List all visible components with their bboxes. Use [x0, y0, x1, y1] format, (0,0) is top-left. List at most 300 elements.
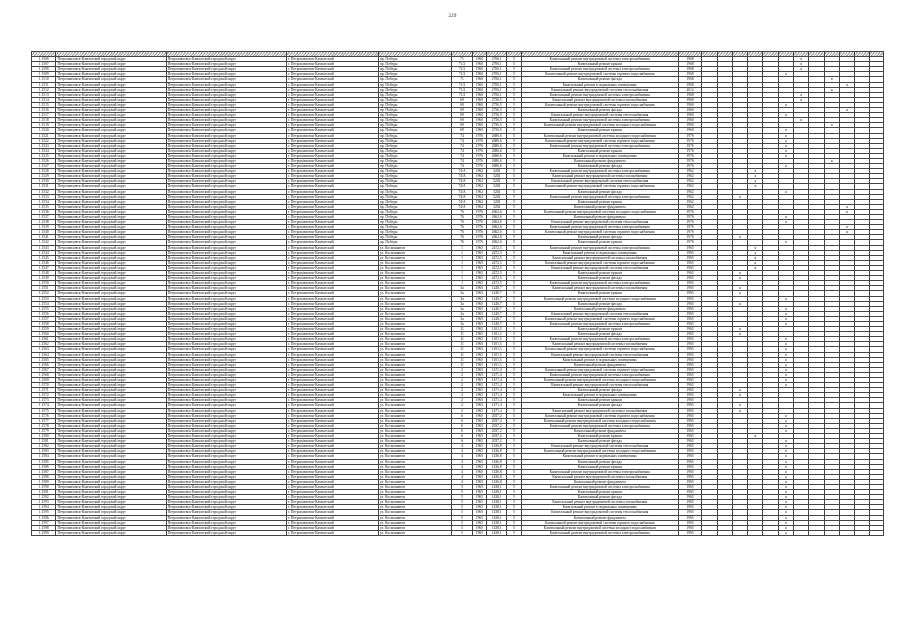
house-number-cell: 71/2 [452, 92, 472, 97]
year-cell: 1968 [678, 77, 701, 82]
district-cell: Петропавловск-Камчатский городской округ [56, 362, 166, 367]
year-cell: 1965 [678, 479, 701, 484]
area-cell: 2756,5 [487, 113, 507, 118]
build-year-cell: 1976 [472, 225, 486, 230]
house-number-cell: 5 [452, 484, 472, 489]
row-number-cell: 1.1510 [32, 77, 56, 82]
city-cell: г. Петропавловск-Камчатский [287, 281, 379, 286]
row-number-cell: 1.1561 [32, 337, 56, 342]
row-number-cell: 1.1589 [32, 479, 56, 484]
floors-cell: 5 [507, 418, 521, 423]
street-cell: ул. Космонавтов [378, 495, 451, 500]
work-type-cell: Капитальный ремонт внутридомовой системы холодного водоснабжения [521, 418, 678, 423]
build-year-cell: 1965 [472, 459, 486, 464]
work-type-cell: Капитальный ремонт фасада [521, 388, 678, 393]
mark-cell: x [778, 510, 793, 515]
house-number-cell: 74 [452, 158, 472, 163]
work-type-cell: Капитальный ремонт внутридомовой системы горячего водоснабжения [521, 347, 678, 352]
district-cell: Петропавловск-Камчатский городской округ [56, 520, 166, 525]
row-number-cell: 1.1572 [32, 393, 56, 398]
municipality-cell: Петропавловск-Камчатский городской округ [166, 77, 286, 82]
city-cell: г. Петропавловск-Камчатский [287, 174, 379, 179]
floors-cell: 5 [507, 184, 521, 189]
work-type-cell: Капитальный ремонт в подвальных помещениях [521, 357, 678, 362]
house-number-cell: 5 [452, 510, 472, 515]
row-number-cell: 1.1594 [32, 505, 56, 510]
municipality-cell: Петропавловск-Камчатский городской округ [166, 92, 286, 97]
floors-cell: 5 [507, 337, 521, 342]
mark-cell: x [778, 342, 793, 347]
district-cell: Петропавловск-Камчатский городской округ [56, 260, 166, 265]
city-cell: г. Петропавловск-Камчатский [287, 403, 379, 408]
street-cell: ул. Космонавтов [378, 362, 451, 367]
district-cell: Петропавловск-Камчатский городской округ [56, 148, 166, 153]
municipality-cell: Петропавловск-Камчатский городской округ [166, 423, 286, 428]
build-year-cell: 1965 [472, 383, 486, 388]
mark-cell: x [778, 500, 793, 505]
build-year-cell: 1965 [472, 408, 486, 413]
work-type-cell: Капитальный ремонт в подвальных помещениях [521, 505, 678, 510]
city-cell: г. Петропавловск-Камчатский [287, 72, 379, 77]
area-cell: 1438,1 [487, 505, 507, 510]
house-number-cell: 2 [452, 398, 472, 403]
district-cell: Петропавловск-Камчатский городской округ [56, 245, 166, 250]
city-cell: г. Петропавловск-Камчатский [287, 469, 379, 474]
floors-cell: 5 [507, 444, 521, 449]
city-cell: г. Петропавловск-Камчатский [287, 118, 379, 123]
house-number-cell: 74/А [452, 194, 472, 199]
row-number-cell: 1.1540 [32, 230, 56, 235]
build-year-cell: 1965 [472, 245, 486, 250]
row-number-cell: 1.1580 [32, 434, 56, 439]
work-type-cell: Капитальный ремонт внутридомовой системы электроснабжения [521, 484, 678, 489]
street-cell: пр. Победы [378, 220, 451, 225]
year-cell: 1960 [678, 118, 701, 123]
row-number-cell: 1.1597 [32, 520, 56, 525]
floors-cell: 5 [507, 439, 521, 444]
house-number-cell: 71/2 [452, 62, 472, 67]
area-cell: 2472,5 [487, 281, 507, 286]
floors-cell: 5 [507, 530, 521, 535]
row-number-cell: 1.1555 [32, 306, 56, 311]
area-cell: 3202 [487, 179, 507, 184]
street-cell: ул. Космонавтов [378, 316, 451, 321]
mark-cell: x [778, 362, 793, 367]
year-cell: 1965 [678, 418, 701, 423]
row-number-cell: 1.1576 [32, 413, 56, 418]
row-number-cell: 1.1564 [32, 352, 56, 357]
city-cell: г. Петропавловск-Камчатский [287, 347, 379, 352]
work-type-cell: Капитальный ремонт в подвальных помещениях [521, 454, 678, 459]
house-number-cell: 11 [452, 347, 472, 352]
mark-cell: x [778, 372, 793, 377]
municipality-cell: Петропавловск-Камчатский городской округ [166, 276, 286, 281]
floors-cell: 5 [507, 77, 521, 82]
build-year-cell: 1960 [472, 108, 486, 113]
district-cell: Петропавловск-Камчатский городской округ [56, 449, 166, 454]
street-cell: пр. Победы [378, 158, 451, 163]
row-number-cell: 1.1593 [32, 500, 56, 505]
floors-cell: 5 [507, 271, 521, 276]
row-number-cell: 1.1537 [32, 215, 56, 220]
mark-cell: x [778, 337, 793, 342]
street-cell: пр. Победы [378, 174, 451, 179]
municipality-cell: Петропавловск-Камчатский городской округ [166, 118, 286, 123]
area-cell: 2686,6 [487, 164, 507, 169]
build-year-cell: 1965 [472, 276, 486, 281]
street-cell: ул. Космонавтов [378, 484, 451, 489]
build-year-cell: 1960 [472, 87, 486, 92]
city-cell: г. Петропавловск-Камчатский [287, 393, 379, 398]
floors-cell: 5 [507, 342, 521, 347]
area-cell: 2662,6 [487, 240, 507, 245]
city-cell: г. Петропавловск-Камчатский [287, 133, 379, 138]
row-number-cell: 1.1543 [32, 245, 56, 250]
city-cell: г. Петропавловск-Камчатский [287, 495, 379, 500]
area-cell: 3202 [487, 189, 507, 194]
municipality-cell: Петропавловск-Камчатский городской округ [166, 505, 286, 510]
work-type-cell: Капитальный ремонт внутридомовой системы электроснабжения [521, 57, 678, 62]
area-cell: 1438,1 [487, 530, 507, 535]
city-cell: г. Петропавловск-Камчатский [287, 454, 379, 459]
year-cell: 1960 [678, 128, 701, 133]
row-number-cell: 1.1518 [32, 118, 56, 123]
floors-cell: 5 [507, 133, 521, 138]
floors-cell: 5 [507, 194, 521, 199]
mark-cell: x [839, 108, 854, 113]
floors-cell: 5 [507, 148, 521, 153]
street-cell: пр. Победы [378, 123, 451, 128]
district-cell: Петропавловск-Камчатский городской округ [56, 500, 166, 505]
floors-cell: 5 [507, 332, 521, 337]
house-number-cell: 74 [452, 164, 472, 169]
municipality-cell: Петропавловск-Камчатский городской округ [166, 108, 286, 113]
year-cell: 1965 [678, 321, 701, 326]
city-cell: г. Петропавловск-Камчатский [287, 97, 379, 102]
street-cell: пр. Победы [378, 62, 451, 67]
municipality-cell: Петропавловск-Камчатский городской округ [166, 255, 286, 260]
build-year-cell: 1965 [472, 413, 486, 418]
work-type-cell: Капитальный ремонт внутридомовой системы горячего водоснабжения [521, 520, 678, 525]
area-cell: 2686,6 [487, 138, 507, 143]
work-type-cell: Капитальный ремонт фасада [521, 332, 678, 337]
floors-cell: 5 [507, 97, 521, 102]
district-cell: Петропавловск-Камчатский городской округ [56, 87, 166, 92]
area-cell: 1436,8 [487, 454, 507, 459]
street-cell: ул. Космонавтов [378, 347, 451, 352]
house-number-cell: 1 [452, 271, 472, 276]
street-cell: ул. Космонавтов [378, 271, 451, 276]
street-cell: ул. Космонавтов [378, 444, 451, 449]
work-type-cell: Капитальный ремонт фундамента [521, 215, 678, 220]
street-cell: пр. Победы [378, 77, 451, 82]
row-number-cell: 1.1533 [32, 194, 56, 199]
city-cell: г. Петропавловск-Камчатский [287, 357, 379, 362]
house-number-cell: 3а [452, 296, 472, 301]
area-cell: 1436,8 [487, 459, 507, 464]
district-cell: Петропавловск-Камчатский городской округ [56, 102, 166, 107]
work-type-cell: Капитальный ремонт фундамента [521, 515, 678, 520]
build-year-cell: 1976 [472, 164, 486, 169]
year-cell: 1965 [678, 306, 701, 311]
city-cell: г. Петропавловск-Камчатский [287, 153, 379, 158]
city-cell: г. Петропавловск-Камчатский [287, 428, 379, 433]
row-number-cell: 1.1507 [32, 62, 56, 67]
mark-cell: x [778, 474, 793, 479]
build-year-cell: 1965 [472, 530, 486, 535]
area-cell: 3202 [487, 169, 507, 174]
area-cell: 1436,8 [487, 444, 507, 449]
house-number-cell: 11 [452, 337, 472, 342]
area-cell: 2662,6 [487, 235, 507, 240]
work-type-cell: Капитальный ремонт внутридомовой системы холодного водоснабжения [521, 123, 678, 128]
year-cell: 1976 [678, 143, 701, 148]
district-cell: Петропавловск-Камчатский городской округ [56, 204, 166, 209]
floors-cell: 5 [507, 398, 521, 403]
area-cell: 2706,1 [487, 57, 507, 62]
municipality-cell: Петропавловск-Камчатский городской округ [166, 179, 286, 184]
municipality-cell: Петропавловск-Камчатский городской округ [166, 418, 286, 423]
mark-cell: x [824, 87, 839, 92]
house-number-cell: 74 [452, 143, 472, 148]
work-type-cell: Капитальный ремонт фасада [521, 108, 678, 113]
district-cell: Петропавловск-Камчатский городской округ [56, 398, 166, 403]
floors-cell: 5 [507, 138, 521, 143]
year-cell: 1962 [678, 184, 701, 189]
mark-cell: x [794, 67, 809, 72]
build-year-cell: 1965 [472, 495, 486, 500]
area-cell: 2756,5 [487, 123, 507, 128]
floors-cell: 5 [507, 123, 521, 128]
floors-cell: 5 [507, 240, 521, 245]
build-year-cell: 1962 [472, 199, 486, 204]
area-cell: 2662,6 [487, 230, 507, 235]
district-cell: Петропавловск-Камчатский городской округ [56, 255, 166, 260]
work-type-cell: Капитальный ремонт фундамента [521, 428, 678, 433]
street-cell: ул. Космонавтов [378, 311, 451, 316]
mark-cell: x [778, 367, 793, 372]
city-cell: г. Петропавловск-Камчатский [287, 113, 379, 118]
street-cell: пр. Победы [378, 179, 451, 184]
floors-cell: 5 [507, 164, 521, 169]
municipality-cell: Петропавловск-Камчатский городской округ [166, 500, 286, 505]
floors-cell: 5 [507, 469, 521, 474]
municipality-cell: Петропавловск-Камчатский городской округ [166, 321, 286, 326]
district-cell: Петропавловск-Камчатский городской округ [56, 327, 166, 332]
year-cell: 1962 [678, 189, 701, 194]
area-cell: 1471,4 [487, 367, 507, 372]
mark-cell: x [778, 520, 793, 525]
build-year-cell: 1965 [472, 505, 486, 510]
city-cell: г. Петропавловск-Камчатский [287, 255, 379, 260]
house-number-cell: 3а [452, 311, 472, 316]
floors-cell: 5 [507, 459, 521, 464]
district-cell: Петропавловск-Камчатский городской округ [56, 199, 166, 204]
area-cell: 1101,3 [487, 327, 507, 332]
city-cell: г. Петропавловск-Камчатский [287, 184, 379, 189]
house-number-cell: 3а [452, 321, 472, 326]
year-cell: 1965 [678, 316, 701, 321]
street-cell: ул. Космонавтов [378, 372, 451, 377]
year-cell: 1962 [678, 204, 701, 209]
municipality-cell: Петропавловск-Камчатский городской округ [166, 469, 286, 474]
district-cell: Петропавловск-Камчатский городской округ [56, 67, 166, 72]
year-cell: 1965 [678, 378, 701, 383]
street-cell: ул. Космонавтов [378, 337, 451, 342]
municipality-cell: Петропавловск-Камчатский городской округ [166, 337, 286, 342]
floors-cell: 5 [507, 372, 521, 377]
area-cell: 1438,1 [487, 525, 507, 530]
row-number-cell: 1.1515 [32, 102, 56, 107]
district-cell: Петропавловск-Камчатский городской округ [56, 367, 166, 372]
row-number-cell: 1.1590 [32, 484, 56, 489]
house-number-cell: 76 [452, 220, 472, 225]
row-number-cell: 1.1509 [32, 72, 56, 77]
floors-cell: 5 [507, 347, 521, 352]
row-number-cell: 1.1538 [32, 220, 56, 225]
year-cell: 1965 [678, 428, 701, 433]
street-cell: ул. Космонавтов [378, 357, 451, 362]
work-type-cell: Капитальный ремонт крыши [521, 62, 678, 67]
house-number-cell: 1 [452, 276, 472, 281]
municipality-cell: Петропавловск-Камчатский городской округ [166, 428, 286, 433]
row-number-cell: 1.1546 [32, 260, 56, 265]
build-year-cell: 1965 [472, 372, 486, 377]
area-cell: 1101,3 [487, 357, 507, 362]
street-cell: пр. Победы [378, 143, 451, 148]
district-cell: Петропавловск-Камчатский городской округ [56, 215, 166, 220]
work-type-cell: Капитальный ремонт внутридомовой системы электроснабжения [521, 169, 678, 174]
city-cell: г. Петропавловск-Камчатский [287, 102, 379, 107]
area-cell: 2472,5 [487, 276, 507, 281]
mark-cell: x [732, 194, 747, 199]
area-cell: 1240,7 [487, 296, 507, 301]
year-cell: 1965 [678, 525, 701, 530]
area-cell: 1101,3 [487, 337, 507, 342]
house-number-cell: 5 [452, 520, 472, 525]
floors-cell: 5 [507, 357, 521, 362]
mark-cell: x [824, 123, 839, 128]
year-cell: 1965 [678, 413, 701, 418]
house-number-cell: 6 [452, 418, 472, 423]
row-number-cell: 1.1535 [32, 204, 56, 209]
municipality-cell: Петропавловск-Камчатский городской округ [166, 153, 286, 158]
mark-cell: x [778, 296, 793, 301]
district-cell: Петропавловск-Камчатский городской округ [56, 174, 166, 179]
build-year-cell: 1965 [472, 286, 486, 291]
floors-cell: 5 [507, 378, 521, 383]
house-number-cell: 4 [452, 459, 472, 464]
house-number-cell: 11 [452, 362, 472, 367]
municipality-cell: Петропавловск-Камчатский городской округ [166, 169, 286, 174]
street-cell: ул. Космонавтов [378, 525, 451, 530]
year-cell: 1965 [678, 383, 701, 388]
year-cell: 1965 [678, 245, 701, 250]
row-number-cell: 1.1528 [32, 169, 56, 174]
area-cell: 2706,1 [487, 92, 507, 97]
floors-cell: 5 [507, 286, 521, 291]
district-cell: Петропавловск-Камчатский городской округ [56, 179, 166, 184]
work-type-cell: Капитальный ремонт внутридомовой системы холодного водоснабжения [521, 133, 678, 138]
row-number-cell: 1.1513 [32, 92, 56, 97]
work-type-cell: Капитальный ремонт внутридомовой системы холодного водоснабжения [521, 378, 678, 383]
municipality-cell: Петропавловск-Камчатский городской округ [166, 378, 286, 383]
municipality-cell: Петропавловск-Камчатский городской округ [166, 265, 286, 270]
street-cell: пр. Победы [378, 169, 451, 174]
floors-cell: 5 [507, 484, 521, 489]
build-year-cell: 1962 [472, 204, 486, 209]
build-year-cell: 1965 [472, 525, 486, 530]
build-year-cell: 1976 [472, 153, 486, 158]
mark-cell: x [839, 209, 854, 214]
build-year-cell: 1965 [472, 311, 486, 316]
city-cell: г. Петропавловск-Камчатский [287, 474, 379, 479]
floors-cell: 5 [507, 311, 521, 316]
municipality-cell: Петропавловск-Камчатский городской округ [166, 459, 286, 464]
city-cell: г. Петропавловск-Камчатский [287, 225, 379, 230]
year-cell: 1965 [678, 367, 701, 372]
year-cell: 1965 [678, 388, 701, 393]
district-cell: Петропавловск-Камчатский городской округ [56, 347, 166, 352]
area-cell: 2472,5 [487, 260, 507, 265]
year-cell: 1965 [678, 393, 701, 398]
street-cell: ул. Космонавтов [378, 408, 451, 413]
house-number-cell: 1 [452, 255, 472, 260]
city-cell: г. Петропавловск-Камчатский [287, 378, 379, 383]
city-cell: г. Петропавловск-Камчатский [287, 505, 379, 510]
floors-cell: 5 [507, 306, 521, 311]
work-type-cell: Капитальный ремонт внутридомовой системы теплоснабжения [521, 220, 678, 225]
year-cell: 1976 [678, 235, 701, 240]
work-type-cell: Капитальный ремонт фасада [521, 459, 678, 464]
row-number-cell: 1.1541 [32, 235, 56, 240]
district-cell: Петропавловск-Камчатский городской округ [56, 235, 166, 240]
district-cell: Петропавловск-Камчатский городской округ [56, 72, 166, 77]
district-cell: Петропавловск-Камчатский городской округ [56, 184, 166, 189]
municipality-cell: Петропавловск-Камчатский городской округ [166, 495, 286, 500]
area-cell: 2037,2 [487, 428, 507, 433]
floors-cell: 5 [507, 209, 521, 214]
year-cell: 1965 [678, 281, 701, 286]
build-year-cell: 1976 [472, 158, 486, 163]
city-cell: г. Петропавловск-Камчатский [287, 327, 379, 332]
city-cell: г. Петропавловск-Камчатский [287, 286, 379, 291]
work-type-cell: Капитальный ремонт фасада [521, 301, 678, 306]
year-cell: 1965 [678, 454, 701, 459]
district-cell: Петропавловск-Камчатский городской округ [56, 479, 166, 484]
build-year-cell: 1965 [472, 439, 486, 444]
municipality-cell: Петропавловск-Камчатский городской округ [166, 57, 286, 62]
row-number-cell: 1.1559 [32, 327, 56, 332]
mark-cell: x [778, 383, 793, 388]
district-cell: Петропавловск-Камчатский городской округ [56, 286, 166, 291]
row-number-cell: 1.1575 [32, 408, 56, 413]
district-cell: Петропавловск-Камчатский городской округ [56, 118, 166, 123]
mark-cell [809, 530, 824, 535]
floors-cell: 5 [507, 250, 521, 255]
year-cell: 1965 [678, 459, 701, 464]
mark-cell: x [778, 128, 793, 133]
build-year-cell: 1965 [472, 250, 486, 255]
area-cell: 1101,3 [487, 362, 507, 367]
work-type-cell: Капитальный ремонт внутридомовой системы горячего водоснабжения [521, 72, 678, 77]
build-year-cell: 1965 [472, 347, 486, 352]
year-cell: 1962 [678, 194, 701, 199]
district-cell: Петропавловск-Камчатский городской округ [56, 469, 166, 474]
street-cell: ул. Космонавтов [378, 255, 451, 260]
city-cell: г. Петропавловск-Камчатский [287, 82, 379, 87]
floors-cell: 5 [507, 388, 521, 393]
